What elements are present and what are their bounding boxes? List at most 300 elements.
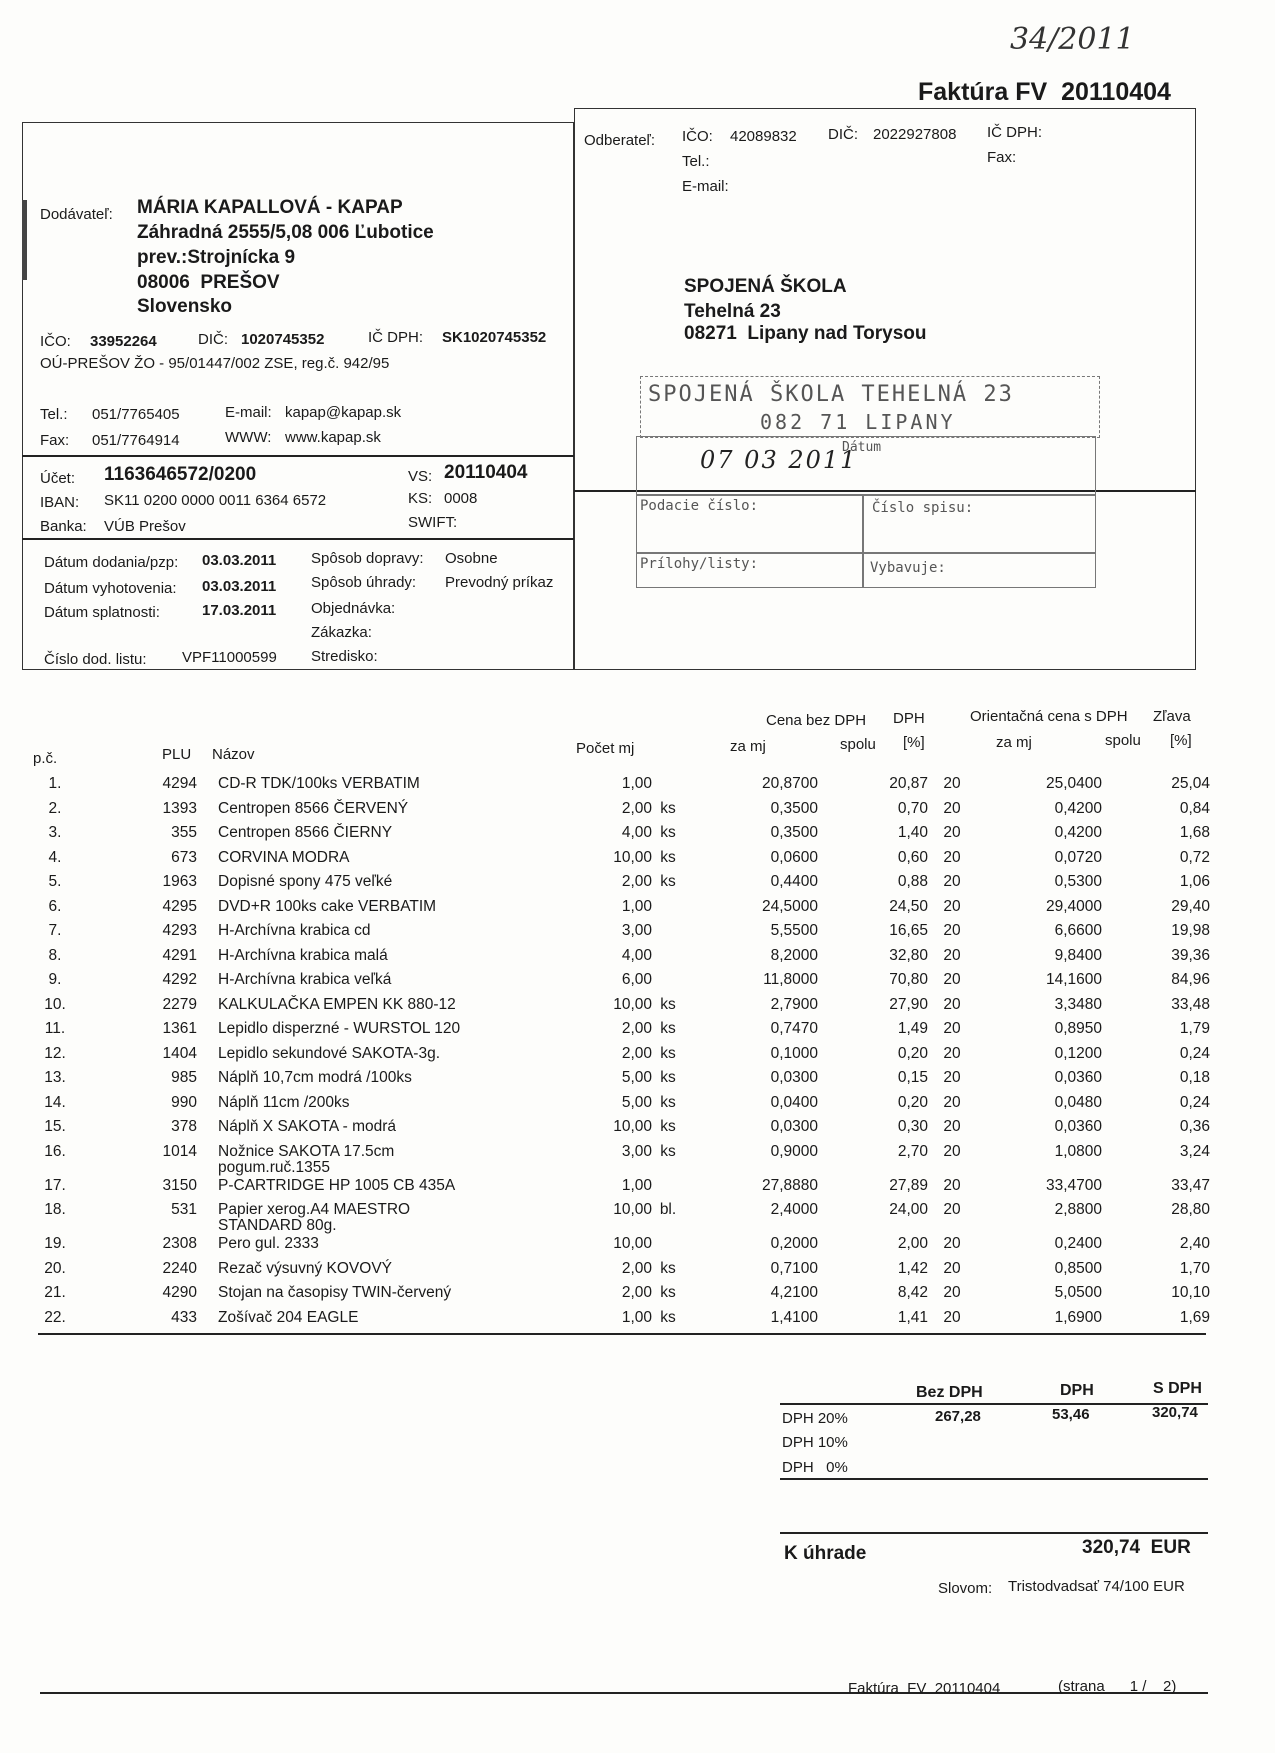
ks-label: KS: <box>408 490 433 507</box>
item-name-line: Nožnice SAKOTA 17.5cm <box>218 1142 395 1160</box>
table-row <box>30 1119 1210 1144</box>
col-header-discount: Zľava <box>1153 708 1191 725</box>
stamp-date-label: Dátum <box>842 440 882 455</box>
col-header-orientation-total: spolu <box>1105 732 1141 749</box>
item-total: 1,40 <box>897 824 928 841</box>
customer-name: SPOJENÁ ŠKOLA <box>684 276 847 297</box>
item-plu: 4293 <box>162 922 197 939</box>
item-unit: ks <box>660 848 676 866</box>
item-orientation-unit-price: 0,4200 <box>1054 824 1102 841</box>
item-vat-rate: 20 <box>943 1259 961 1277</box>
item-plu: 2308 <box>162 1235 197 1252</box>
item-total: 1,41 <box>897 1308 928 1326</box>
col-header-discount-pct: [%] <box>1170 732 1192 749</box>
item-quantity: 1,00 <box>621 775 652 792</box>
item-name-line: Lepidlo sekundové SAKOTA-3g. <box>218 1044 441 1062</box>
item-plu: 1393 <box>162 799 197 817</box>
item-quantity: 1,00 <box>621 1308 652 1326</box>
item-orientation-unit-price: 0,2400 <box>1054 1235 1102 1252</box>
item-unit <box>652 972 684 997</box>
item-total: 1,42 <box>897 1259 928 1277</box>
item-number: 16. <box>44 1142 66 1160</box>
supplier-ico: 33952264 <box>90 333 157 350</box>
item-unit-price: 0,0300 <box>770 1118 818 1135</box>
spacer <box>197 972 218 997</box>
item-unit-price: 0,1000 <box>770 1044 818 1062</box>
item-orientation-total: 0,24 <box>1179 1044 1210 1062</box>
handwritten-reference: 34/2011 <box>1010 22 1135 57</box>
supplier-icdph-label: IČ DPH: <box>368 329 424 346</box>
item-name <box>218 1095 588 1120</box>
item-name <box>218 1178 588 1203</box>
customer-street: Tehelná 23 <box>684 301 781 322</box>
footer-document: Faktúra FV 20110404 <box>848 1680 1001 1697</box>
item-vat-rate: 20 <box>943 824 961 841</box>
customer-dic: 2022927808 <box>873 126 957 143</box>
item-number: 10. <box>44 995 66 1013</box>
item-name <box>218 850 588 875</box>
item-name <box>218 801 588 826</box>
item-unit <box>652 1236 684 1261</box>
item-orientation-unit-price: 0,0360 <box>1054 1118 1102 1135</box>
table-row <box>30 1095 1210 1120</box>
spacer <box>197 1236 218 1261</box>
item-orientation-unit-price: 0,5300 <box>1054 873 1102 890</box>
item-vat-rate: 20 <box>943 1069 961 1086</box>
item-name-line: Rezač výsuvný KOVOVÝ <box>218 1259 393 1277</box>
spacer <box>197 776 218 801</box>
spacer <box>197 1144 218 1178</box>
item-unit-price: 0,2000 <box>770 1235 818 1252</box>
item-unit-price: 0,0300 <box>770 1069 818 1086</box>
item-name-line: Náplň 10,7cm modrá /100ks <box>218 1069 412 1086</box>
supplier-email-label: E-mail: <box>225 404 272 421</box>
bank-name-label: Banka: <box>40 518 87 535</box>
item-number: 5. <box>48 873 62 890</box>
item-name-line2: STANDARD 80g. <box>218 1217 337 1234</box>
customer-label: Odberateľ: <box>584 132 656 149</box>
item-plu: 378 <box>171 1118 197 1135</box>
item-plu: 4292 <box>162 971 197 988</box>
item-total: 0,20 <box>897 1044 928 1062</box>
item-orientation-unit-price: 29,4000 <box>1045 897 1102 915</box>
table-row <box>30 825 1210 850</box>
item-orientation-unit-price: 9,8400 <box>1054 946 1102 964</box>
item-total: 2,00 <box>897 1235 928 1252</box>
footer-rule <box>40 1692 1208 1694</box>
item-vat-rate: 20 <box>943 1201 961 1218</box>
item-vat-rate: 20 <box>943 775 961 792</box>
item-unit-price: 27,8880 <box>761 1176 818 1194</box>
summary-vat10-label: DPH 10% <box>782 1434 848 1451</box>
item-total: 16,65 <box>889 922 928 939</box>
item-number: 1. <box>48 775 62 792</box>
item-unit-price: 0,7470 <box>770 1020 818 1037</box>
item-total: 24,00 <box>889 1201 928 1218</box>
item-vat-rate: 20 <box>943 1235 961 1252</box>
item-unit-price: 2,4000 <box>770 1201 818 1218</box>
table-bottom-rule <box>38 1333 1206 1335</box>
item-name-line: Náplň X SAKOTA - modrá <box>218 1118 397 1135</box>
supplier-dic-label: DIČ: <box>198 331 228 348</box>
item-unit: ks <box>660 1142 676 1160</box>
item-quantity: 1,00 <box>621 1176 652 1194</box>
item-quantity: 4,00 <box>621 824 652 841</box>
item-plu: 985 <box>171 1069 197 1086</box>
item-name-line: Papier xerog.A4 MAESTRO <box>218 1201 411 1218</box>
item-orientation-unit-price: 3,3480 <box>1054 995 1102 1013</box>
iban-label: IBAN: <box>40 494 80 511</box>
item-plu: 531 <box>171 1201 197 1218</box>
item-name-line: Náplň 11cm /200ks <box>218 1093 350 1111</box>
cost-center-label: Stredisko: <box>311 648 378 665</box>
item-orientation-total: 0,24 <box>1179 1093 1210 1111</box>
item-unit: ks <box>660 995 676 1013</box>
spacer <box>197 1285 218 1310</box>
table-row <box>30 923 1210 948</box>
summary-vat20-label: DPH 20% <box>782 1410 848 1427</box>
summary-header-net: Bez DPH <box>916 1384 983 1401</box>
col-header-orientation-price: Orientačná cena s DPH <box>970 708 1128 725</box>
item-unit-price: 5,5500 <box>770 922 818 939</box>
item-unit-price: 20,8700 <box>761 775 818 792</box>
item-orientation-unit-price: 25,0400 <box>1045 775 1102 792</box>
spacer <box>197 923 218 948</box>
item-total: 70,80 <box>889 971 928 988</box>
supplier-dic: 1020745352 <box>241 331 325 348</box>
item-plu: 990 <box>171 1093 197 1111</box>
item-plu: 2240 <box>162 1259 197 1277</box>
item-orientation-total: 0,72 <box>1179 848 1210 866</box>
item-number: 15. <box>44 1118 66 1135</box>
table-row <box>30 801 1210 826</box>
item-name-line: CORVINA MODRA <box>218 848 350 866</box>
item-quantity: 2,00 <box>621 873 652 890</box>
item-number: 14. <box>44 1093 66 1111</box>
item-orientation-unit-price: 1,6900 <box>1054 1308 1102 1326</box>
amount-due: 320,74 EUR <box>1082 1537 1191 1558</box>
item-orientation-total: 84,96 <box>1171 971 1210 988</box>
item-name <box>218 1310 588 1335</box>
item-orientation-unit-price: 0,8500 <box>1054 1259 1102 1277</box>
date-due-label: Dátum splatnosti: <box>44 604 160 621</box>
item-plu: 673 <box>171 848 197 866</box>
item-orientation-unit-price: 5,0500 <box>1054 1284 1102 1301</box>
stamp-filing-number-label: Podacie číslo: <box>640 498 759 514</box>
item-name-line: CD-R TDK/100ks VERBATIM <box>218 775 420 792</box>
supplier-www-label: WWW: <box>225 429 272 446</box>
item-number: 13. <box>44 1069 66 1086</box>
item-name <box>218 1119 588 1144</box>
divider <box>22 455 574 457</box>
footer-page: (strana 1 / 2) <box>1058 1678 1177 1695</box>
item-unit-price: 0,0600 <box>770 848 818 866</box>
stamp-date: 07 03 2011 <box>700 446 858 474</box>
divider <box>22 538 574 540</box>
items-table <box>30 776 1210 1334</box>
item-quantity: 3,00 <box>621 1142 652 1160</box>
item-total: 20,87 <box>889 775 928 792</box>
item-unit <box>652 923 684 948</box>
amount-words: Tristodvadsať 74/100 EUR <box>1008 1578 1185 1595</box>
item-number: 11. <box>44 1020 66 1037</box>
item-vat-rate: 20 <box>943 897 961 915</box>
item-unit-price: 1,4100 <box>770 1308 818 1326</box>
item-name <box>218 874 588 899</box>
ks: 0008 <box>444 490 478 507</box>
item-unit: ks <box>660 1308 676 1326</box>
summary-header-gross: S DPH <box>1153 1380 1202 1397</box>
stamp-city: 082 71 LIPANY <box>760 410 956 434</box>
item-vat-rate: 20 <box>943 1142 961 1160</box>
item-number: 21. <box>44 1284 66 1301</box>
item-orientation-unit-price: 0,0480 <box>1054 1093 1102 1111</box>
item-unit: ks <box>660 873 676 890</box>
supplier-www: www.kapap.sk <box>285 429 381 446</box>
payment: Prevodný príkaz <box>445 574 554 591</box>
item-plu: 433 <box>171 1308 197 1326</box>
item-unit <box>652 899 684 924</box>
spacer <box>197 1261 218 1286</box>
item-name-line: Centropen 8566 ČERVENÝ <box>218 799 409 817</box>
item-unit: ks <box>660 1044 676 1062</box>
item-number: 12. <box>44 1044 66 1062</box>
spacer <box>197 997 218 1022</box>
item-total: 27,90 <box>889 995 928 1013</box>
item-orientation-unit-price: 0,1200 <box>1054 1044 1102 1062</box>
item-plu: 1014 <box>162 1142 197 1160</box>
item-orientation-unit-price: 14,1600 <box>1045 971 1102 988</box>
amount-due-label: K úhrade <box>784 1543 867 1564</box>
summary-bottom-rule <box>780 1478 1208 1480</box>
item-unit <box>652 776 684 801</box>
item-orientation-total: 1,06 <box>1179 873 1210 890</box>
vs-label: VS: <box>408 468 433 485</box>
item-vat-rate: 20 <box>943 848 961 866</box>
item-vat-rate: 20 <box>943 1020 961 1037</box>
supplier-label: Dodávateľ: <box>40 206 113 223</box>
item-total: 0,70 <box>897 799 928 817</box>
col-header-name: Názov <box>212 746 255 763</box>
item-orientation-unit-price: 6,6600 <box>1054 922 1102 939</box>
stamp-divider <box>636 552 1096 554</box>
item-number: 4. <box>48 848 62 866</box>
item-plu: 2279 <box>162 995 197 1013</box>
item-quantity: 1,00 <box>621 897 652 915</box>
item-orientation-total: 1,68 <box>1179 824 1210 841</box>
date-issue-label: Dátum vyhotovenia: <box>44 580 177 597</box>
item-name-line: DVD+R 100ks cake VERBATIM <box>218 897 437 915</box>
item-orientation-total: 29,40 <box>1171 897 1210 915</box>
item-name <box>218 1144 588 1178</box>
supplier-tel-label: Tel.: <box>40 406 68 423</box>
item-orientation-total: 28,80 <box>1171 1201 1210 1218</box>
item-vat-rate: 20 <box>943 873 961 890</box>
col-header-vat-pct: [%] <box>903 734 925 751</box>
job-label: Zákazka: <box>311 624 372 641</box>
item-orientation-unit-price: 0,0360 <box>1054 1069 1102 1086</box>
col-header-orientation-unit: za mj <box>996 734 1032 751</box>
item-vat-rate: 20 <box>943 1176 961 1194</box>
item-unit-price: 0,0400 <box>770 1093 818 1111</box>
table-row <box>30 1144 1210 1178</box>
customer-email-label: E-mail: <box>682 178 729 195</box>
item-vat-rate: 20 <box>943 922 961 939</box>
iban: SK11 0200 0000 0011 6364 6572 <box>104 492 327 509</box>
item-quantity: 5,00 <box>621 1093 652 1111</box>
item-plu: 355 <box>171 824 197 841</box>
item-quantity: 10,00 <box>613 848 652 866</box>
summary-vat20-net: 267,28 <box>935 1408 981 1425</box>
item-name <box>218 776 588 801</box>
item-unit: ks <box>660 1259 676 1277</box>
item-quantity: 2,00 <box>621 1259 652 1277</box>
delivery-note-label: Číslo dod. listu: <box>44 651 147 668</box>
item-number: 6. <box>48 897 62 915</box>
supplier-email: kapap@kapap.sk <box>285 404 402 421</box>
supplier-icdph: SK1020745352 <box>442 329 547 346</box>
date-delivery-label: Dátum dodania/pzp: <box>44 554 179 571</box>
spacer <box>197 1070 218 1095</box>
col-header-total: spolu <box>840 736 876 753</box>
invoice-title: Faktúra FV 20110404 <box>918 78 1171 106</box>
item-number: 3. <box>48 824 62 841</box>
item-orientation-unit-price: 0,0720 <box>1054 848 1102 866</box>
bank-name: VÚB Prešov <box>104 518 186 535</box>
item-unit-price: 0,3500 <box>770 824 818 841</box>
item-orientation-unit-price: 1,0800 <box>1054 1142 1102 1160</box>
item-unit-price: 8,2000 <box>770 946 818 964</box>
item-unit-price: 24,5000 <box>761 897 818 915</box>
supplier-country: Slovensko <box>137 296 233 317</box>
col-header-unit-price: za mj <box>730 738 766 755</box>
item-quantity: 5,00 <box>621 1069 652 1086</box>
item-plu: 1963 <box>162 873 197 890</box>
item-name <box>218 1236 588 1261</box>
item-quantity: 10,00 <box>613 1235 652 1252</box>
total-rule <box>780 1532 1208 1534</box>
customer-ico-label: IČO: <box>682 128 713 145</box>
item-name-line: H-Archívna krabica malá <box>218 946 388 964</box>
item-quantity: 6,00 <box>621 971 652 988</box>
table-row <box>30 1202 1210 1236</box>
col-header-qty: Počet mj <box>576 740 635 757</box>
item-number: 18. <box>44 1201 66 1218</box>
customer-fax-label: Fax: <box>987 149 1017 166</box>
transport: Osobne <box>445 550 498 567</box>
table-row <box>30 1178 1210 1203</box>
col-header-plu: PLU <box>162 746 192 763</box>
item-name <box>218 1021 588 1046</box>
item-orientation-unit-price: 33,4700 <box>1045 1176 1102 1194</box>
table-row <box>30 972 1210 997</box>
item-unit-price: 0,9000 <box>770 1142 818 1160</box>
summary-top-rule <box>780 1403 1208 1405</box>
summary-vat0-label: DPH 0% <box>782 1459 848 1476</box>
item-unit: bl. <box>659 1201 677 1218</box>
item-number: 9. <box>48 971 62 988</box>
amount-words-label: Slovom: <box>938 1580 993 1597</box>
spacer <box>197 1021 218 1046</box>
item-vat-rate: 20 <box>943 1044 961 1062</box>
customer-tel-label: Tel.: <box>682 153 710 170</box>
item-name <box>218 923 588 948</box>
item-quantity: 2,00 <box>621 1020 652 1037</box>
item-number: 7. <box>48 922 62 939</box>
item-number: 20. <box>44 1259 66 1277</box>
spacer <box>197 1202 218 1236</box>
item-unit <box>652 1178 684 1203</box>
item-vat-rate: 20 <box>943 995 961 1013</box>
item-orientation-total: 0,84 <box>1179 799 1210 817</box>
item-name <box>218 997 588 1022</box>
item-name-line: Centropen 8566 ČIERNY <box>218 824 393 841</box>
item-quantity: 4,00 <box>621 946 652 964</box>
item-orientation-total: 2,40 <box>1179 1235 1210 1252</box>
item-plu: 1361 <box>162 1020 197 1037</box>
item-total: 32,80 <box>889 946 928 964</box>
item-name <box>218 899 588 924</box>
supplier-address2: prev.:Strojnícka 9 <box>137 247 296 268</box>
item-vat-rate: 20 <box>943 799 961 817</box>
item-orientation-total: 0,18 <box>1179 1069 1210 1086</box>
supplier-tel: 051/7765405 <box>92 406 180 423</box>
table-row <box>30 948 1210 973</box>
table-row <box>30 1310 1210 1335</box>
item-name-line: H-Archívna krabica veľká <box>218 971 392 988</box>
item-unit-price: 2,7900 <box>770 995 818 1013</box>
table-row <box>30 1285 1210 1310</box>
col-header-vat: DPH <box>893 710 925 727</box>
item-vat-rate: 20 <box>943 1093 961 1111</box>
item-name-line: Stojan na časopisy TWIN-červený <box>218 1284 452 1301</box>
col-header-pc: p.č. <box>33 750 58 767</box>
item-unit: ks <box>660 1069 676 1086</box>
spacer <box>197 825 218 850</box>
item-unit-price: 0,3500 <box>770 799 818 817</box>
customer-ico: 42089832 <box>730 128 797 145</box>
transport-label: Spôsob dopravy: <box>311 550 424 567</box>
item-orientation-total: 0,36 <box>1179 1118 1210 1135</box>
item-quantity: 10,00 <box>613 1201 652 1218</box>
supplier-register: OÚ-PREŠOV ŽO - 95/01447/002 ZSE, reg.č. 942/95 <box>40 355 390 372</box>
table-row <box>30 1070 1210 1095</box>
supplier-address1: Záhradná 2555/5,08 006 Ľubotice <box>137 222 434 243</box>
stamp-handled-by-label: Vybavuje: <box>870 560 946 576</box>
item-total: 24,50 <box>889 897 928 915</box>
spacer <box>197 948 218 973</box>
supplier-fax-label: Fax: <box>40 432 70 449</box>
stamp-attachments-label: Prílohy/listy: <box>640 556 759 572</box>
item-total: 2,70 <box>897 1142 928 1160</box>
item-unit: ks <box>660 1284 676 1301</box>
stamp-school-name: SPOJENÁ ŠKOLA TEHELNÁ 23 <box>648 382 1014 407</box>
item-total: 0,20 <box>897 1093 928 1111</box>
item-orientation-total: 33,47 <box>1171 1176 1210 1194</box>
item-quantity: 2,00 <box>621 1284 652 1301</box>
item-orientation-total: 1,79 <box>1179 1020 1210 1037</box>
item-quantity: 2,00 <box>621 1044 652 1062</box>
table-row <box>30 1046 1210 1071</box>
date-issue: 03.03.2011 <box>202 578 277 595</box>
table-row <box>30 874 1210 899</box>
summary-vat20-gross: 320,74 <box>1152 1404 1198 1421</box>
table-row <box>30 1021 1210 1046</box>
item-orientation-unit-price: 0,8950 <box>1054 1020 1102 1037</box>
table-row <box>30 776 1210 801</box>
item-name <box>218 825 588 850</box>
bank-account: 1163646572/0200 <box>104 464 257 485</box>
